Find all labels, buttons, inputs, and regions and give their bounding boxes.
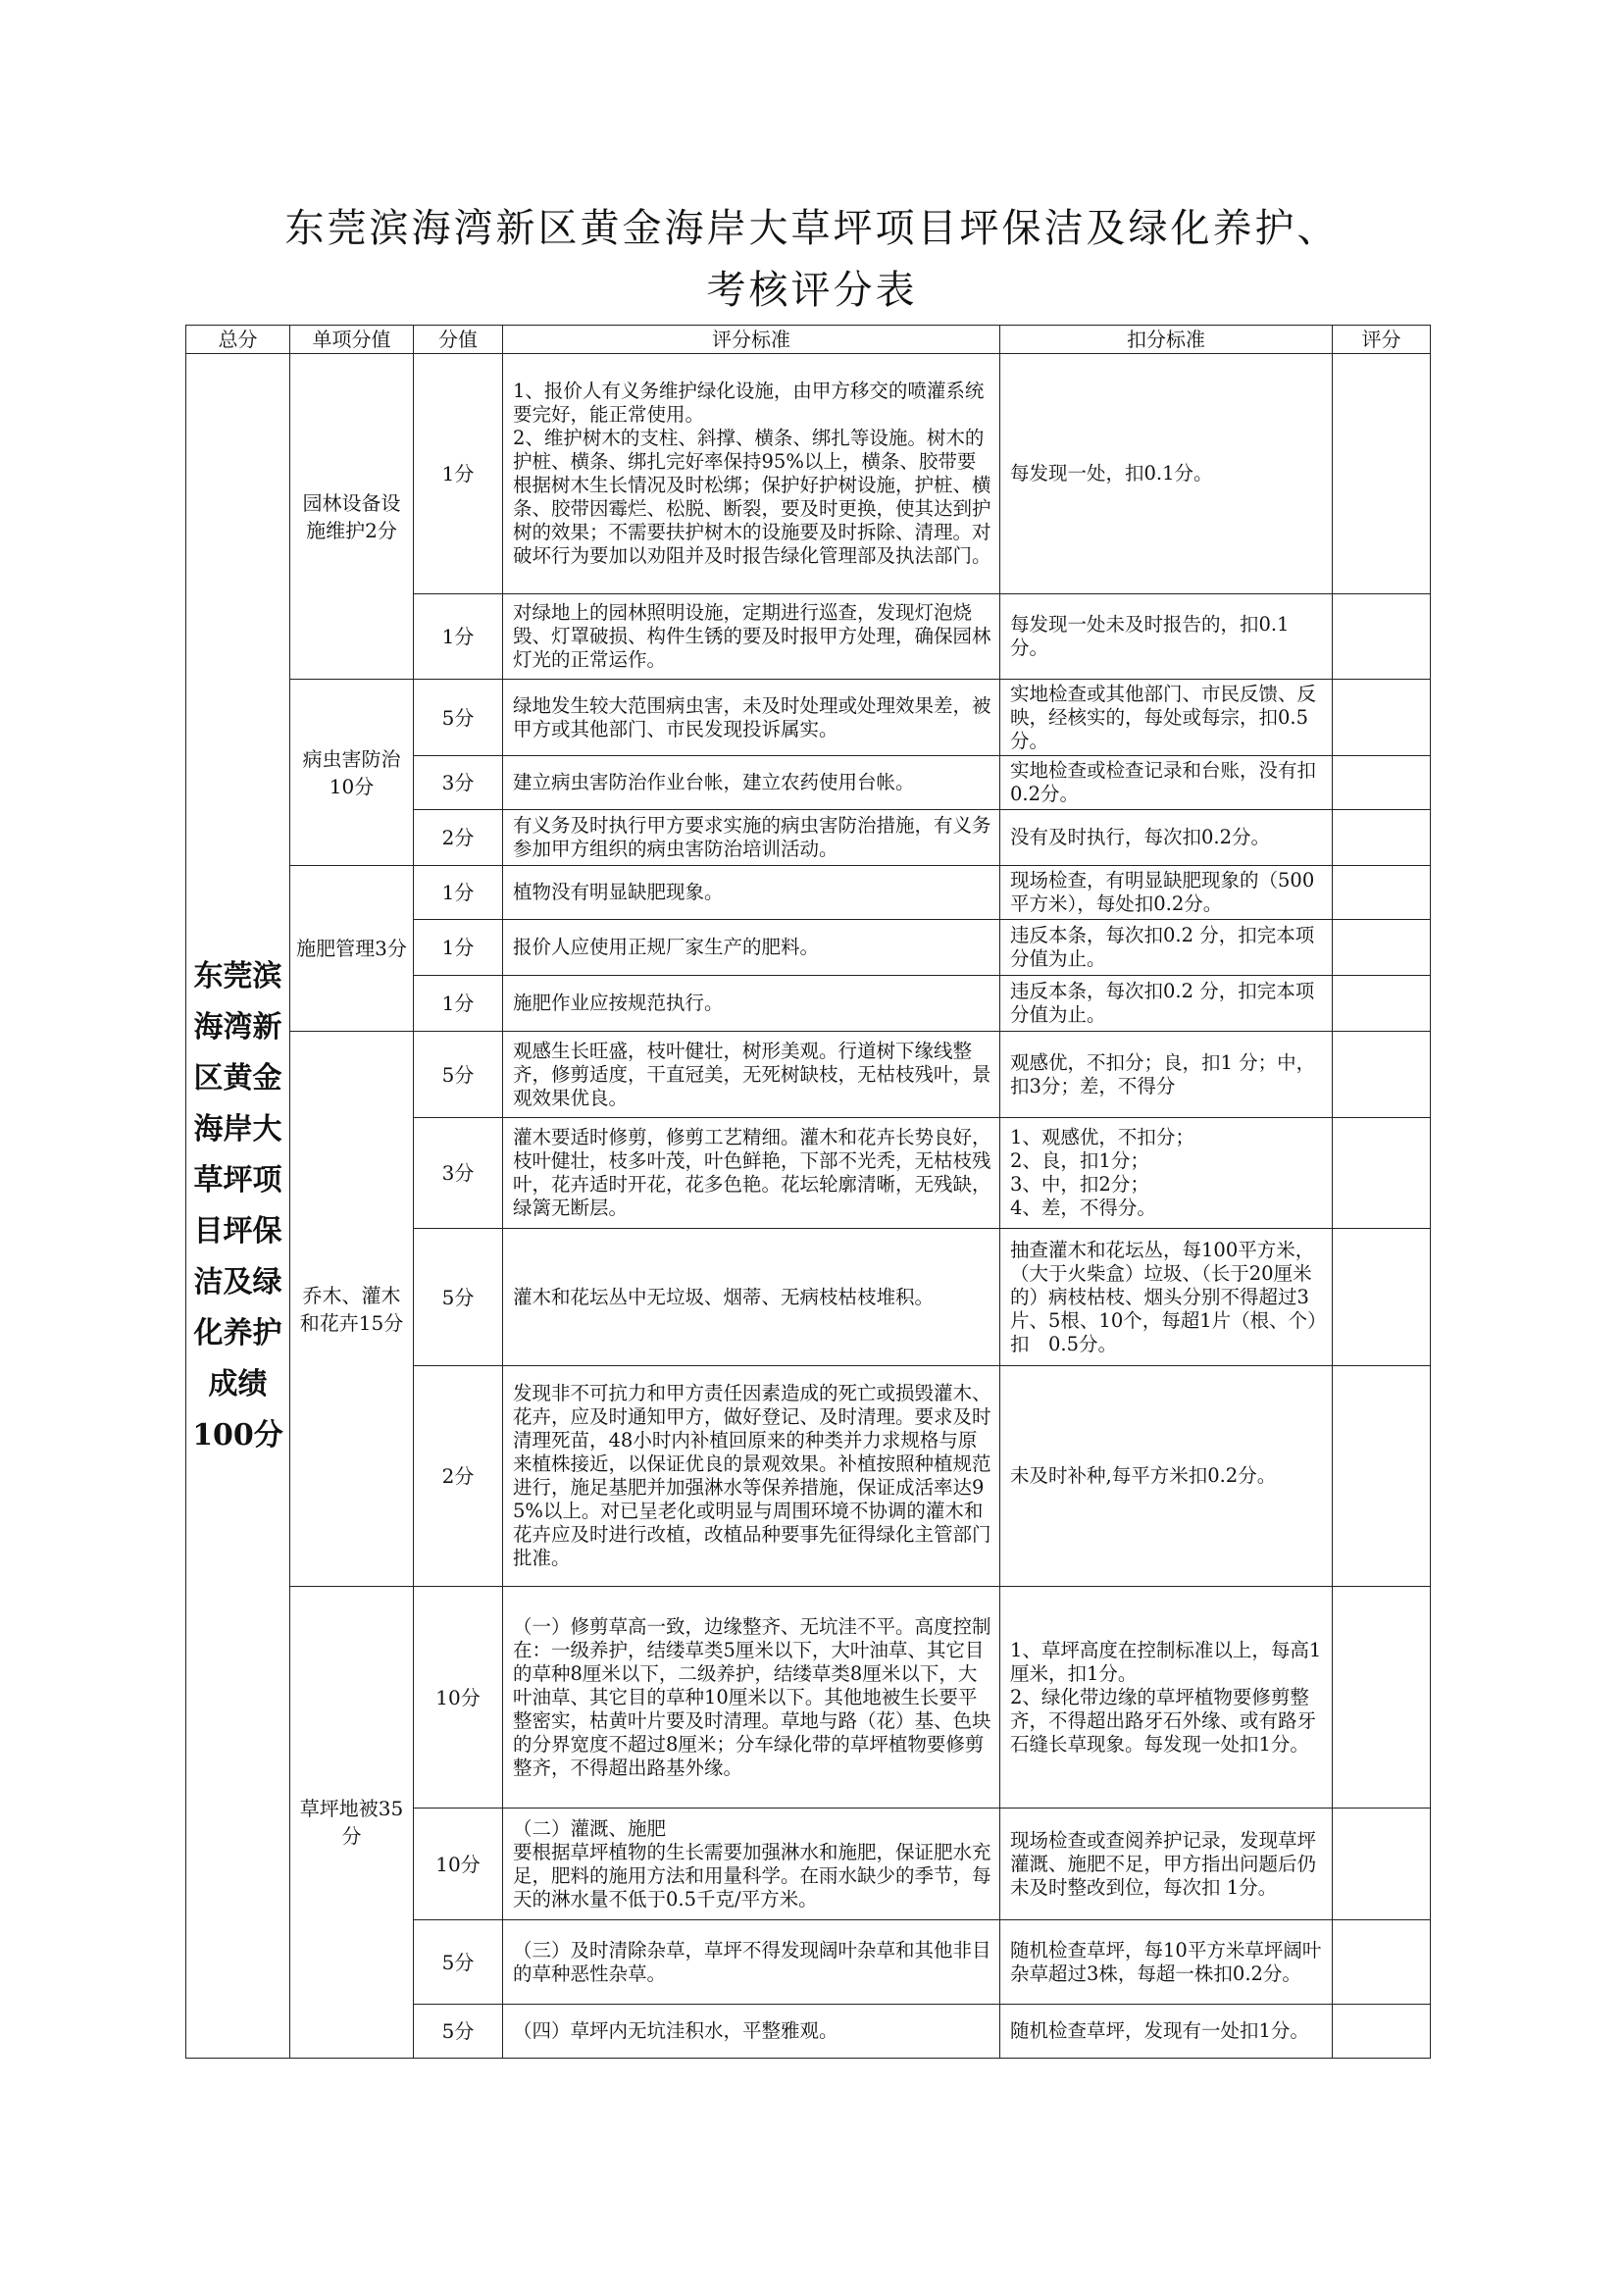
- deduction-cell: 观感优，不扣分；良，扣1 分；中，扣3分；差，不得分: [1000, 1032, 1333, 1118]
- deduction-cell: 随机检查草坪，发现有一处扣1分。: [1000, 2005, 1333, 2059]
- standard-cell: （一）修剪草高一致，边缘整齐、无坑洼不平。高度控制在：一级养护，结缕草类5厘米以下，大叶油草、其它目的草种8厘米以下，二级养护，结缕草类8厘米以下，大叶油草、其它目的草种10厘米以下。其他地被生长要平整密实，枯黄叶片要及时清理。草地与路（花）基、色块的分界宽度不超过8厘米；分车绿化带的草坪植物要修剪整齐，不得超出路基外缘。: [503, 1587, 1000, 1809]
- category-pest: 病虫害防治10分: [290, 680, 414, 866]
- deduction-cell: 违反本条，每次扣0.2 分，扣完本项分值为止。: [1000, 976, 1333, 1032]
- standard-cell: 绿地发生较大范围病虫害，未及时处理或处理效果差，被甲方或其他部门、市民发现投诉属实。: [503, 680, 1000, 756]
- category-trees: 乔木、灌木和花卉15分: [290, 1032, 414, 1587]
- score-cell[interactable]: [1333, 1366, 1431, 1587]
- deduction-cell: 没有及时执行，每次扣0.2分。: [1000, 810, 1333, 866]
- header-category: 单项分值: [290, 326, 414, 354]
- header-deduction: 扣分标准: [1000, 326, 1333, 354]
- points-cell: 10分: [414, 1809, 503, 1920]
- standard-cell: 观感生长旺盛，枝叶健壮，树形美观。行道树下缘线整齐，修剪适度，干直冠美，无死树缺枝，无枯枝残叶，景观效果优良。: [503, 1032, 1000, 1118]
- table-row: [186, 866, 1431, 920]
- standard-cell: 植物没有明显缺肥现象。: [503, 866, 1000, 920]
- standard-cell: 灌木要适时修剪，修剪工艺精细。灌木和花卉长势良好，枝叶健壮，枝多叶茂，叶色鲜艳，下部不光秃，无枯枝残叶，花卉适时开花，花多色艳。花坛轮廓清晰，无残缺，绿篱无断层。: [503, 1118, 1000, 1229]
- points-cell: 1分: [414, 920, 503, 976]
- points-cell: 3分: [414, 1118, 503, 1229]
- deduction-cell: 1、观感优，不扣分； 2、良，扣1分； 3、中，扣2分； 4、差，不得分。: [1000, 1118, 1333, 1229]
- points-cell: 5分: [414, 680, 503, 756]
- table-row: [186, 680, 1431, 756]
- header-total: 总分: [186, 326, 290, 354]
- standard-cell: 建立病虫害防治作业台帐，建立农药使用台帐。: [503, 756, 1000, 810]
- deduction-cell: 实地检查或检查记录和台账，没有扣0.2分。: [1000, 756, 1333, 810]
- deduction-cell: 抽查灌木和花坛丛，每100平方米，（大于火柴盒）垃圾、（长于20厘米的）病枝枯枝、烟头分别不得超过3片、5根、10个，每超1片（根、个）扣 0.5分。: [1000, 1229, 1333, 1366]
- score-cell[interactable]: [1333, 976, 1431, 1032]
- score-cell[interactable]: [1333, 1118, 1431, 1229]
- category-fertilizer: 施肥管理3分: [290, 866, 414, 1032]
- score-cell[interactable]: [1333, 810, 1431, 866]
- points-cell: 10分: [414, 1587, 503, 1809]
- score-cell[interactable]: [1333, 1587, 1431, 1809]
- standard-cell: 灌木和花坛丛中无垃圾、烟蒂、无病枝枯枝堆积。: [503, 1229, 1000, 1366]
- points-cell: 5分: [414, 1229, 503, 1366]
- score-cell[interactable]: [1333, 594, 1431, 680]
- points-cell: 1分: [414, 976, 503, 1032]
- deduction-cell: 违反本条，每次扣0.2 分，扣完本项分值为止。: [1000, 920, 1333, 976]
- total-score-label: 东莞滨海湾新区黄金海岸大草坪项目坪保洁及绿化养护成绩100分: [186, 354, 290, 2059]
- points-cell: 5分: [414, 1920, 503, 2005]
- deduction-cell: 现场检查，有明显缺肥现象的（500平方米），每处扣0.2分。: [1000, 866, 1333, 920]
- score-cell[interactable]: [1333, 1229, 1431, 1366]
- header-standard: 评分标准: [503, 326, 1000, 354]
- points-cell: 1分: [414, 866, 503, 920]
- score-cell[interactable]: [1333, 680, 1431, 756]
- score-cell[interactable]: [1333, 866, 1431, 920]
- points-cell: 3分: [414, 756, 503, 810]
- deduction-cell: 未及时补种,每平方米扣0.2分。: [1000, 1366, 1333, 1587]
- score-cell[interactable]: [1333, 2005, 1431, 2059]
- score-cell[interactable]: [1333, 1032, 1431, 1118]
- deduction-cell: 每发现一处未及时报告的，扣0.1分。: [1000, 594, 1333, 680]
- page-title-line2: 考核评分表: [706, 268, 918, 313]
- header-score: 评分: [1333, 326, 1431, 354]
- points-cell: 5分: [414, 1032, 503, 1118]
- deduction-cell: 实地检查或其他部门、市民反馈、反映，经核实的，每处或每宗，扣0.5分。: [1000, 680, 1333, 756]
- points-cell: 1分: [414, 594, 503, 680]
- points-cell: 2分: [414, 810, 503, 866]
- score-cell[interactable]: [1333, 756, 1431, 810]
- points-cell: 5分: [414, 2005, 503, 2059]
- deduction-cell: 随机检查草坪，每10平方米草坪阔叶杂草超过3株，每超一株扣0.2分。: [1000, 1920, 1333, 2005]
- standard-cell: （二）灌溉、施肥 要根据草坪植物的生长需要加强淋水和施肥，保证肥水充足，肥料的施用方法和用量科学。在雨水缺少的季节，每天的淋水量不低于0.5千克/平方米。: [503, 1809, 1000, 1920]
- deduction-cell: 每发现一处，扣0.1分。: [1000, 354, 1333, 594]
- standard-cell: 发现非不可抗力和甲方责任因素造成的死亡或损毁灌木、花卉，应及时通知甲方，做好登记、及时清理。要求及时清理死苗，48小时内补植回原来的种类并力求规格与原来植株接近，以保证优良的景观效果。补植按照种植规范进行，施足基肥并加强淋水等保养措施，保证成活率达95%以上。对已呈老化或明显与周围环境不协调的灌木和花卉应及时进行改植，改植品种要事先征得绿化主管部门批准。: [503, 1366, 1000, 1587]
- standard-cell: 报价人应使用正规厂家生产的肥料。: [503, 920, 1000, 976]
- score-cell[interactable]: [1333, 1809, 1431, 1920]
- standard-cell: （三）及时清除杂草，草坪不得发现阔叶杂草和其他非目的草种恶性杂草。: [503, 1920, 1000, 2005]
- page-title-line1: 东莞滨海湾新区黄金海岸大草坪项目坪保洁及绿化养护、: [284, 206, 1340, 251]
- score-cell[interactable]: [1333, 1920, 1431, 2005]
- standard-cell: 施肥作业应按规范执行。: [503, 976, 1000, 1032]
- header-points: 分值: [414, 326, 503, 354]
- deduction-cell: 现场检查或查阅养护记录，发现草坪灌溉、施肥不足，甲方指出问题后仍未及时整改到位，每次扣 1分。: [1000, 1809, 1333, 1920]
- deduction-cell: 1、草坪高度在控制标准以上，每高1厘米，扣1分。 2、绿化带边缘的草坪植物要修剪整齐，不得超出路牙石外缘、或有路牙石缝长草现象。每发现一处扣1分。: [1000, 1587, 1333, 1809]
- score-cell[interactable]: [1333, 920, 1431, 976]
- standard-cell: 有义务及时执行甲方要求实施的病虫害防治措施，有义务参加甲方组织的病虫害防治培训活动。: [503, 810, 1000, 866]
- category-lawn: 草坪地被35分: [290, 1587, 414, 2059]
- header-row: [186, 326, 1431, 354]
- score-table: [185, 325, 1431, 2059]
- score-cell[interactable]: [1333, 354, 1431, 594]
- category-facility: 园林设备设施维护2分: [290, 354, 414, 680]
- points-cell: 1分: [414, 354, 503, 594]
- table-row: [186, 1032, 1431, 1118]
- table-row: [186, 354, 1431, 594]
- points-cell: 2分: [414, 1366, 503, 1587]
- standard-cell: 1、报价人有义务维护绿化设施，由甲方移交的喷灌系统要完好，能正常使用。 2、维护树木的支柱、斜撑、横条、绑扎等设施。树木的护桩、横条、绑扎完好率保持95%以上，横条、胶带要根据树木生长情况及时松绑；保护好护树设施，护桩、横条、胶带因霉烂、松脱、断裂，要及时更换，使其达到护树的效果；不需要扶护树木的设施要及时拆除、清理。对破坏行为要加以劝阻并及时报告绿化管理部及执法部门。: [503, 354, 1000, 594]
- table-row: [186, 1587, 1431, 1809]
- standard-cell: （四）草坪内无坑洼积水，平整雅观。: [503, 2005, 1000, 2059]
- standard-cell: 对绿地上的园林照明设施，定期进行巡查，发现灯泡烧毁、灯罩破损、构件生锈的要及时报甲方处理，确保园林灯光的正常运作。: [503, 594, 1000, 680]
